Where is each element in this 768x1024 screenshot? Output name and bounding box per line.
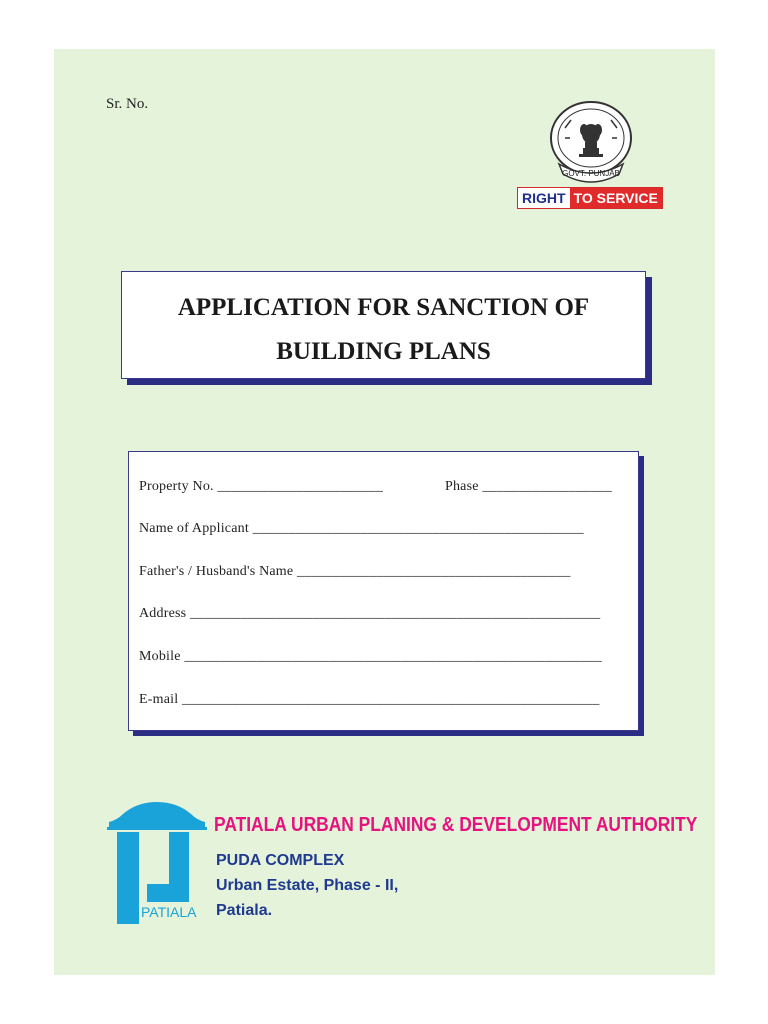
address-line-2: Urban Estate, Phase - II,: [216, 877, 399, 894]
title-box: [121, 271, 646, 379]
address-line-3: Patiala.: [216, 902, 273, 919]
serial-number-label: Sr. No.: [106, 96, 149, 112]
title-line-2: BUILDING PLANS: [276, 338, 491, 365]
right-to-service-left: RIGHT: [518, 188, 570, 208]
organization-name: PATIALA URBAN PLANING & DEVELOPMENT AUTHORITY: [214, 814, 698, 836]
phase-field[interactable]: Phase __________________: [445, 479, 612, 494]
address-field[interactable]: Address _________________________________________________________: [139, 606, 601, 621]
email-field[interactable]: E-mail __________________________________________________________: [139, 692, 600, 707]
applicant-details-box: [128, 451, 639, 731]
emblem-banner-text: GOVT. PUNJAB: [562, 169, 620, 178]
right-to-service-badge: [517, 187, 663, 209]
applicant-name-field[interactable]: Name of Applicant ______________________________________________: [139, 521, 584, 536]
puda-logo-text: PATIALA: [141, 904, 197, 920]
right-to-service-right: TO SERVICE: [570, 188, 662, 208]
property-number-field[interactable]: Property No. _______________________: [139, 479, 384, 494]
govt-punjab-emblem-icon: [545, 98, 637, 186]
mobile-field[interactable]: Mobile __________________________________________________________: [139, 649, 602, 664]
title-line-1: APPLICATION FOR SANCTION OF: [177, 294, 590, 321]
father-husband-name-field[interactable]: Father's / Husband's Name ______________________________________: [139, 564, 571, 579]
address-line-1: PUDA COMPLEX: [216, 852, 345, 869]
